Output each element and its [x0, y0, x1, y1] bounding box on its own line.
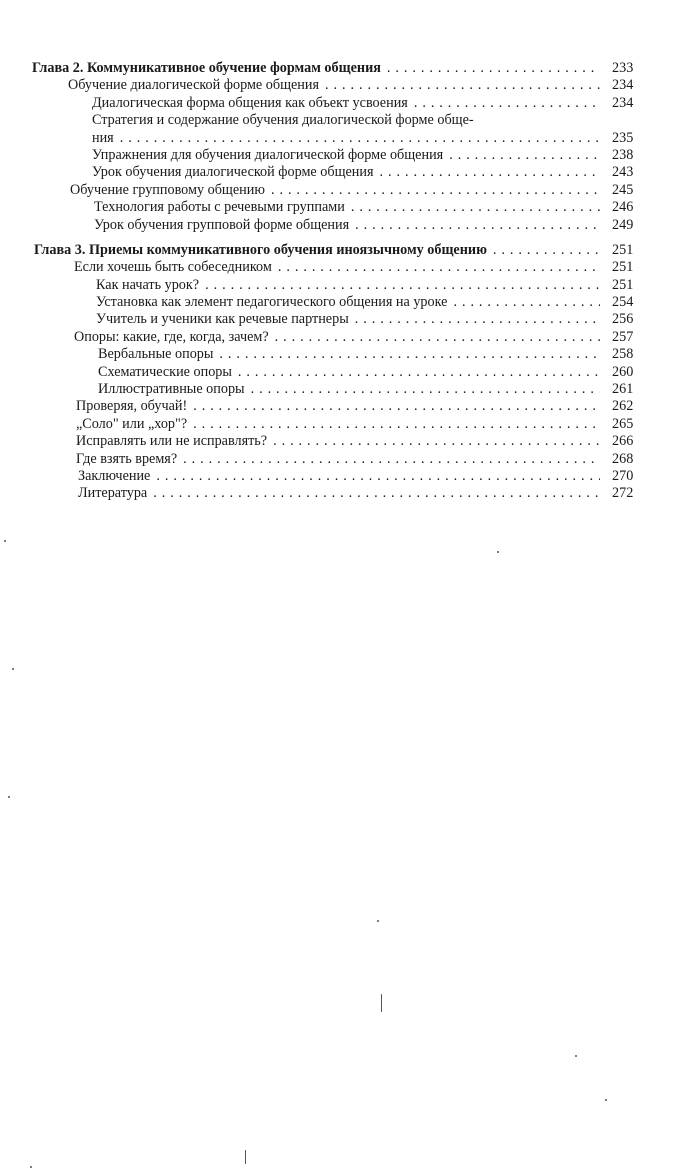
scan-speck — [30, 1166, 32, 1168]
toc-entry — [96, 311, 600, 328]
toc-entry — [74, 259, 600, 276]
toc-row — [0, 112, 695, 129]
toc-entry — [98, 364, 600, 381]
toc-page-number: 234 — [612, 94, 634, 111]
toc-entry-title: Учитель и ученики как речевые партнеры — [96, 311, 349, 328]
toc-row — [0, 217, 695, 234]
toc-page-number: 251 — [612, 259, 634, 276]
toc-entry — [32, 60, 600, 77]
toc-page-number: 251 — [612, 241, 634, 258]
toc-entry — [78, 485, 600, 502]
scan-speck — [245, 1150, 246, 1164]
dot-leader — [177, 451, 600, 468]
toc-entry — [76, 451, 600, 468]
toc-row — [0, 398, 695, 415]
dot-leader — [150, 468, 600, 485]
toc-entry-title: Схематические опоры — [98, 363, 232, 380]
toc-entry — [76, 416, 600, 433]
toc-entry — [98, 381, 600, 398]
dot-leader — [114, 130, 600, 147]
toc-entry-title: Урок обучения групповой форме общения — [94, 216, 350, 233]
dot-leader — [147, 485, 600, 502]
section-gap — [0, 234, 695, 242]
toc-entry-title: Где взять время? — [76, 450, 178, 467]
toc-page-number: 243 — [612, 164, 634, 181]
toc-page-number: 272 — [612, 485, 634, 502]
toc-entry-title: Как начать урок? — [96, 276, 200, 293]
toc-entry — [94, 217, 600, 234]
dot-leader — [447, 294, 600, 311]
toc-entry-title: Опоры: какие, где, когда, зачем? — [74, 328, 269, 345]
toc-page-number: 246 — [612, 199, 634, 216]
toc-entry — [98, 346, 600, 363]
toc-page-number: 261 — [612, 381, 634, 398]
toc-entry-title: Проверяя, обучай! — [76, 398, 188, 415]
dot-leader — [408, 95, 600, 112]
toc-page-number: 265 — [612, 415, 634, 432]
toc-entry — [76, 398, 600, 415]
dot-leader — [345, 199, 600, 216]
dot-leader — [349, 217, 600, 234]
dot-leader — [349, 311, 600, 328]
toc-page-number: 257 — [612, 328, 634, 345]
toc-page-number: 234 — [612, 77, 634, 94]
toc-row — [0, 381, 695, 398]
toc-entry — [92, 95, 600, 112]
toc-page-number: 266 — [612, 433, 634, 450]
toc-page-number: 254 — [612, 294, 634, 311]
toc-page-number: 235 — [612, 129, 634, 146]
dot-leader — [213, 346, 600, 363]
toc-row — [0, 77, 695, 94]
dot-leader — [199, 277, 600, 294]
dot-leader — [272, 259, 600, 276]
toc-entry — [74, 329, 600, 346]
toc-entry-title: Глава 3. Приемы коммуникативного обучения иноязычному общению — [34, 241, 487, 258]
toc-entry-title: Обучение групповому общению — [70, 181, 265, 198]
scan-speck — [497, 551, 499, 553]
scan-speck — [377, 920, 379, 922]
toc-row — [0, 242, 695, 259]
toc-entry-title: Глава 2. Коммуникативное обучение формам общения — [32, 60, 381, 76]
toc-entry — [96, 294, 600, 311]
chapter-3-section — [0, 242, 695, 503]
toc-page-number: 262 — [612, 398, 634, 415]
toc-entry-title: Технология работы с речевыми группами — [94, 199, 345, 216]
toc-page-number: 249 — [612, 216, 634, 233]
toc-row — [0, 311, 695, 328]
toc-page-number: 256 — [612, 311, 634, 328]
toc-row — [0, 182, 695, 199]
dot-leader — [245, 381, 600, 398]
toc-page-number: 268 — [612, 450, 634, 467]
toc-entry — [34, 242, 600, 259]
toc-entry — [92, 164, 600, 181]
scan-speck — [8, 796, 10, 798]
toc-entry-title: Стратегия и содержание обучения диалогической форме обще- — [92, 112, 474, 129]
dot-leader — [319, 77, 600, 94]
toc-row — [0, 364, 695, 381]
toc-row — [0, 60, 695, 77]
dot-leader — [265, 182, 600, 199]
toc-row — [0, 277, 695, 294]
toc-entry-title: Установка как элемент педагогического общения на уроке — [96, 294, 448, 311]
toc-entry — [92, 112, 600, 129]
toc-entry-title: „Соло" или „хор"? — [76, 415, 188, 432]
toc-row — [0, 130, 695, 147]
toc-row — [0, 451, 695, 468]
toc-row — [0, 416, 695, 433]
dot-leader — [187, 416, 600, 433]
toc-entry-title: Обучение диалогической форме общения — [68, 77, 320, 94]
toc-entry — [94, 199, 600, 216]
toc-entry — [76, 433, 600, 450]
toc-page-number: 260 — [612, 363, 634, 380]
toc-row — [0, 147, 695, 164]
dot-leader — [187, 398, 600, 415]
scan-speck — [575, 1055, 577, 1057]
toc-entry-title: Если хочешь быть собеседником — [74, 259, 272, 276]
toc-entry — [78, 468, 600, 485]
toc-row — [0, 329, 695, 346]
toc-page-number: 233 — [612, 60, 634, 76]
dot-leader — [267, 433, 600, 450]
toc-entry-title: Диалогическая форма общения как объект усвоения — [92, 94, 408, 111]
toc-entry — [96, 277, 600, 294]
toc-page-number: 270 — [612, 467, 634, 484]
dot-leader — [381, 60, 600, 77]
toc-entry — [92, 130, 600, 147]
scan-speck — [605, 1099, 607, 1101]
toc-row — [0, 346, 695, 363]
toc-entry — [68, 77, 600, 94]
toc-entry-title: ния — [92, 129, 114, 146]
dot-leader — [487, 242, 600, 259]
toc-row — [0, 294, 695, 311]
toc-page-number: 258 — [612, 346, 634, 363]
dot-leader — [232, 364, 600, 381]
toc-row — [0, 259, 695, 276]
toc-entry-title: Упражнения для обучения диалогической форме общения — [92, 146, 444, 163]
toc-entry-title: Заключение — [78, 467, 151, 484]
toc-row — [0, 468, 695, 485]
chapter-2-section — [0, 60, 695, 234]
toc-page-number: 245 — [612, 181, 634, 198]
toc-row — [0, 485, 695, 502]
toc-entry-title: Урок обучения диалогической форме общения — [92, 164, 374, 181]
dot-leader — [443, 147, 600, 164]
dot-leader — [269, 329, 600, 346]
table-of-contents — [0, 60, 695, 503]
toc-entry-title: Вербальные опоры — [98, 346, 214, 363]
toc-row — [0, 433, 695, 450]
toc-page-number: 238 — [612, 146, 634, 163]
toc-row — [0, 164, 695, 181]
toc-entry — [92, 147, 600, 164]
toc-entry-title: Иллюстративные опоры — [98, 381, 245, 398]
toc-page-number: 251 — [612, 276, 634, 293]
toc-entry-title: Литература — [78, 485, 148, 502]
scan-speck — [381, 994, 382, 1012]
toc-entry — [70, 182, 600, 199]
toc-entry-title: Исправлять или не исправлять? — [76, 433, 268, 450]
toc-row — [0, 95, 695, 112]
scan-speck — [12, 668, 14, 670]
scan-speck — [4, 540, 6, 542]
toc-row — [0, 199, 695, 216]
dot-leader — [374, 164, 600, 181]
